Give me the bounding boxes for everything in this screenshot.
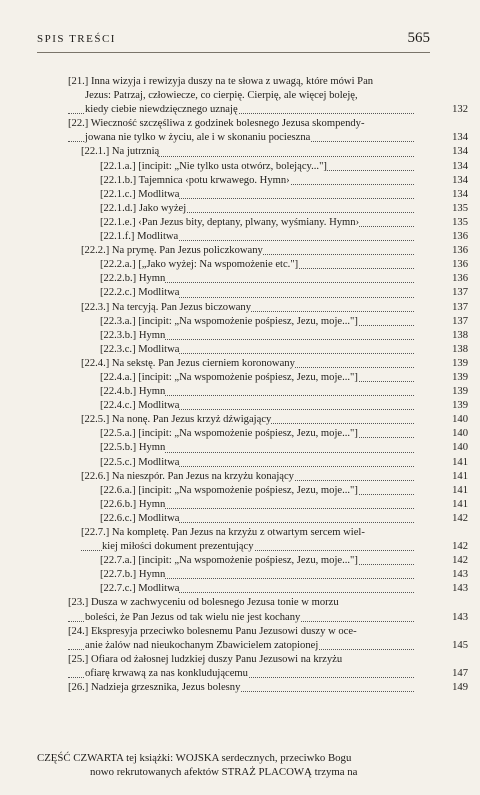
toc-entry-last-line [100, 343, 468, 357]
toc-entry-text: [22.1.d.] Jako wyżej [100, 202, 187, 214]
toc-entry [0, 526, 480, 554]
toc-entry-text: [22.7.b.] Hymn [100, 569, 166, 581]
toc-entry-text: [22.6.a.] [incipit: „Na wspomożenie pośpiesz, Jezu, moje..."] [100, 484, 358, 496]
toc-entry-text: anie żalów nad nieukochanym Zbawicielem zatopionej [85, 639, 319, 651]
toc-entry-text: [22.4.] Na sekstę. Pan Jezus cierniem koronowany [81, 357, 295, 369]
toc-entry-text: [21.] Inna wizyja i rewizyja duszy na te słowa z uwagą, które mówi Pan [68, 76, 374, 87]
toc-entry-last-line [100, 456, 468, 470]
toc-entry [0, 371, 480, 385]
toc-entry-last-line [68, 639, 468, 653]
toc-entry-text: Jezus: Patrzaj, człowiecze, co cierpię. Cierpię, ale więcej boleję, [85, 90, 358, 102]
toc-entry-text: [22.3.] Na tercyją. Pan Jezus biczowany [81, 301, 252, 313]
toc-page-number: 134 [452, 146, 468, 158]
toc-entry-last-line [100, 286, 468, 300]
toc-entry [0, 188, 480, 202]
toc-entry [0, 117, 480, 145]
toc-entry-last-line [68, 103, 468, 117]
header-rule [37, 52, 430, 53]
toc-page-number: 147 [452, 667, 468, 679]
toc-entry-text: [22.6.] Na nieszpór. Pan Jezus na krzyżu konający [81, 470, 294, 482]
toc-entry [0, 441, 480, 455]
toc-entry-text: [22.3.a.] [incipit: „Na wspomożenie pośpiesz, Jezu, moje..."] [100, 315, 358, 327]
toc-entry-last-line [68, 131, 468, 145]
toc-entry-last-line [68, 667, 468, 681]
toc-page-number: 142 [452, 555, 468, 567]
toc-entry-last-line [68, 681, 468, 695]
toc-page-number: 135 [452, 216, 468, 228]
toc-entry-text: [22.1.b.] Tajemnica ‹potu krwawego. Hymn› [100, 174, 290, 186]
toc-entry-last-line [100, 202, 468, 216]
toc-entry [0, 582, 480, 596]
toc-entry-line [68, 596, 414, 610]
toc-entry [0, 202, 480, 216]
toc-entry-text: [22.6.b.] Hymn [100, 498, 166, 510]
toc-entry-text: [22.5.c.] Modlitwa [100, 456, 180, 468]
toc-entry [0, 653, 480, 681]
toc-page-number: 140 [452, 442, 468, 454]
toc-page-number: 141 [452, 498, 468, 510]
toc-entry [0, 554, 480, 568]
toc-entry-text: [22.2.a.] [„Jako wyżej: Na wspomożenie etc."] [100, 259, 299, 271]
toc-entry-last-line [81, 244, 468, 258]
toc-page-number: 132 [452, 104, 468, 116]
toc-entry-text: [22.] Wieczność szczęśliwa z godzinek bolesnego Jezusa skompendy- [68, 118, 365, 130]
toc-entry-text: [22.4.c.] Modlitwa [100, 400, 180, 412]
toc-entry-text: [26.] Nadzieja grzesznika, Jezus bolesny [68, 682, 241, 694]
toc-page-number: 138 [452, 343, 468, 355]
toc-entry-line [68, 653, 414, 667]
toc-entry-last-line [81, 357, 468, 371]
toc-entry-last-line [100, 258, 468, 272]
toc-entry-text: [22.4.b.] Hymn [100, 386, 166, 398]
toc-entry [0, 230, 480, 244]
toc-entry-last-line [100, 399, 468, 413]
toc-entry [0, 385, 480, 399]
toc-entry-last-line [100, 498, 468, 512]
toc-entry-last-line [100, 512, 468, 526]
table-of-contents [0, 75, 480, 695]
toc-entry [0, 258, 480, 272]
toc-entry-text: [24.] Ekspresyja przeciwko bolesnemu Panu Jezusowi duszy w oce- [68, 625, 357, 637]
toc-page-number: 136 [452, 231, 468, 243]
toc-entry-last-line [100, 188, 468, 202]
toc-entry [0, 512, 480, 526]
toc-page-number: 139 [452, 400, 468, 412]
toc-entry-text: [22.7.a.] [incipit: „Na wspomożenie pośpiesz, Jezu, moje..."] [100, 555, 358, 567]
toc-entry-line [68, 117, 414, 131]
toc-entry-last-line [100, 174, 468, 188]
toc-page-number: 135 [452, 202, 468, 214]
toc-entry-text: [22.4.a.] [incipit: „Na wspomożenie pośpiesz, Jezu, moje..."] [100, 371, 358, 383]
toc-entry-text: [22.1.] Na jutrznią [81, 146, 160, 158]
toc-entry-text: kiedy ciebie niewdzięcznego uznaję [85, 104, 238, 116]
toc-entry-last-line [81, 301, 468, 315]
running-head: SPIS TREŚCI [37, 33, 116, 45]
toc-page-number: 143 [452, 611, 468, 623]
toc-entry-last-line [100, 272, 468, 286]
toc-entry-line [68, 89, 414, 103]
toc-entry-text: kiej miłości dokument prezentujący [102, 541, 254, 553]
toc-entry [0, 681, 480, 695]
toc-entry-last-line [81, 145, 468, 159]
toc-entry-last-line [81, 413, 468, 427]
toc-entry [0, 145, 480, 159]
toc-entry [0, 413, 480, 427]
toc-page-number: 141 [452, 484, 468, 496]
toc-entry-text: [22.1.e.] ‹Pan Jezus bity, deptany, plwany, wyśmiany. Hymn› [100, 216, 360, 228]
toc-entry-last-line [100, 230, 468, 244]
toc-entry-last-line [100, 371, 468, 385]
toc-entry-text: [22.2.] Na prymę. Pan Jezus policzkowany [81, 245, 263, 257]
toc-entry-last-line [100, 582, 468, 596]
toc-entry-last-line [100, 160, 468, 174]
toc-entry-text: [22.2.c.] Modlitwa [100, 287, 180, 299]
toc-page-number: 139 [452, 371, 468, 383]
toc-page-number: 136 [452, 273, 468, 285]
toc-page-number: 140 [452, 414, 468, 426]
toc-page-number: 136 [452, 245, 468, 257]
toc-entry-last-line [100, 568, 468, 582]
toc-page-number: 137 [452, 315, 468, 327]
toc-page-number: 142 [452, 541, 468, 553]
toc-page-number: 143 [452, 583, 468, 595]
toc-entry-line [68, 75, 414, 89]
part-heading [37, 751, 419, 779]
toc-entry-text: boleści, że Pan Jezus od tak wielu nie jest kochany [85, 611, 301, 623]
toc-entry-text: [22.5.b.] Hymn [100, 442, 166, 454]
toc-entry [0, 329, 480, 343]
toc-entry-last-line [81, 540, 468, 554]
toc-entry-text: jowana nie tylko w życiu, ale i w skonaniu pocieszna [85, 132, 311, 144]
toc-page-number: 142 [452, 512, 468, 524]
toc-page-number: 134 [452, 132, 468, 144]
toc-entry [0, 343, 480, 357]
toc-page-number: 149 [452, 682, 468, 694]
toc-entry [0, 470, 480, 484]
toc-entry-text: ofiarę krwawą za nas konkludującemu [85, 667, 248, 679]
toc-entry-text: [22.5.] Na nonę. Pan Jezus krzyż dźwigający [81, 414, 272, 426]
toc-entry [0, 286, 480, 300]
toc-entry [0, 244, 480, 258]
toc-entry-text: [25.] Ofiara od żałosnej ludzkiej duszy Panu Jezusowi na krzyżu [68, 653, 343, 665]
toc-entry-last-line [81, 470, 468, 484]
toc-entry-last-line [100, 441, 468, 455]
toc-page-number: 145 [452, 639, 468, 651]
toc-entry [0, 315, 480, 329]
toc-entry [0, 216, 480, 230]
toc-entry [0, 596, 480, 624]
toc-page-number: 134 [452, 188, 468, 200]
toc-entry-text: [22.7.c.] Modlitwa [100, 583, 180, 595]
toc-entry-text: [22.6.c.] Modlitwa [100, 512, 180, 524]
toc-entry-text: [22.7.] Na kompletę. Pan Jezus na krzyżu z otwartym sercem wiel- [81, 527, 365, 538]
toc-entry [0, 399, 480, 413]
toc-entry-text: [23.] Dusza w zachwyceniu od bolesnego Jezusa tonie w morzu [68, 597, 339, 609]
toc-entry [0, 456, 480, 470]
toc-page-number: 143 [452, 569, 468, 581]
toc-entry-text: [22.1.c.] Modlitwa [100, 188, 180, 200]
toc-entry-last-line [68, 611, 468, 625]
page-number: 565 [407, 30, 430, 46]
toc-page-number: 139 [452, 386, 468, 398]
toc-entry [0, 75, 480, 117]
toc-page-number: 134 [452, 174, 468, 186]
toc-page-number: 141 [452, 470, 468, 482]
page-header [0, 0, 480, 60]
toc-entry [0, 301, 480, 315]
toc-page-number: 139 [452, 357, 468, 369]
toc-page-number: 134 [452, 160, 468, 172]
toc-page-number: 136 [452, 259, 468, 271]
toc-entry-last-line [100, 554, 468, 568]
toc-entry-last-line [100, 315, 468, 329]
toc-entry-text: [22.1.f.] Modlitwa [100, 231, 179, 243]
toc-entry-text: [22.2.b.] Hymn [100, 273, 166, 285]
toc-entry-text: [22.5.a.] [incipit: „Na wspomożenie pośpiesz, Jezu, moje..."] [100, 428, 358, 440]
toc-entry-text: [22.3.b.] Hymn [100, 329, 166, 341]
toc-page-number: 140 [452, 428, 468, 440]
toc-entry-last-line [100, 329, 468, 343]
part-heading-line-2: nowo rekrutowanych afektów STRAŻ PLACOWĄ trzyma na [90, 766, 358, 778]
toc-entry [0, 498, 480, 512]
toc-entry-text: [22.3.c.] Modlitwa [100, 343, 180, 355]
toc-entry [0, 160, 480, 174]
toc-entry-line [81, 526, 414, 540]
toc-entry [0, 427, 480, 441]
toc-entry-last-line [100, 484, 468, 498]
part-heading-line-1: CZĘŚĆ CZWARTA tej książki: WOJSKA serdecznych, przeciwko Bogu [37, 752, 352, 764]
toc-entry [0, 568, 480, 582]
toc-entry [0, 484, 480, 498]
toc-page-number: 141 [452, 456, 468, 468]
toc-entry [0, 272, 480, 286]
toc-page-number: 138 [452, 329, 468, 341]
toc-page-number: 137 [452, 287, 468, 299]
toc-entry-line [68, 625, 414, 639]
toc-entry [0, 625, 480, 653]
toc-entry-last-line [100, 216, 468, 230]
toc-entry-last-line [100, 385, 468, 399]
toc-entry-last-line [100, 427, 468, 441]
toc-entry [0, 174, 480, 188]
toc-page-number: 137 [452, 301, 468, 313]
toc-entry [0, 357, 480, 371]
toc-entry-text: [22.1.a.] [incipit: „Nie tylko usta otwórz, bolejący..."] [100, 160, 327, 172]
